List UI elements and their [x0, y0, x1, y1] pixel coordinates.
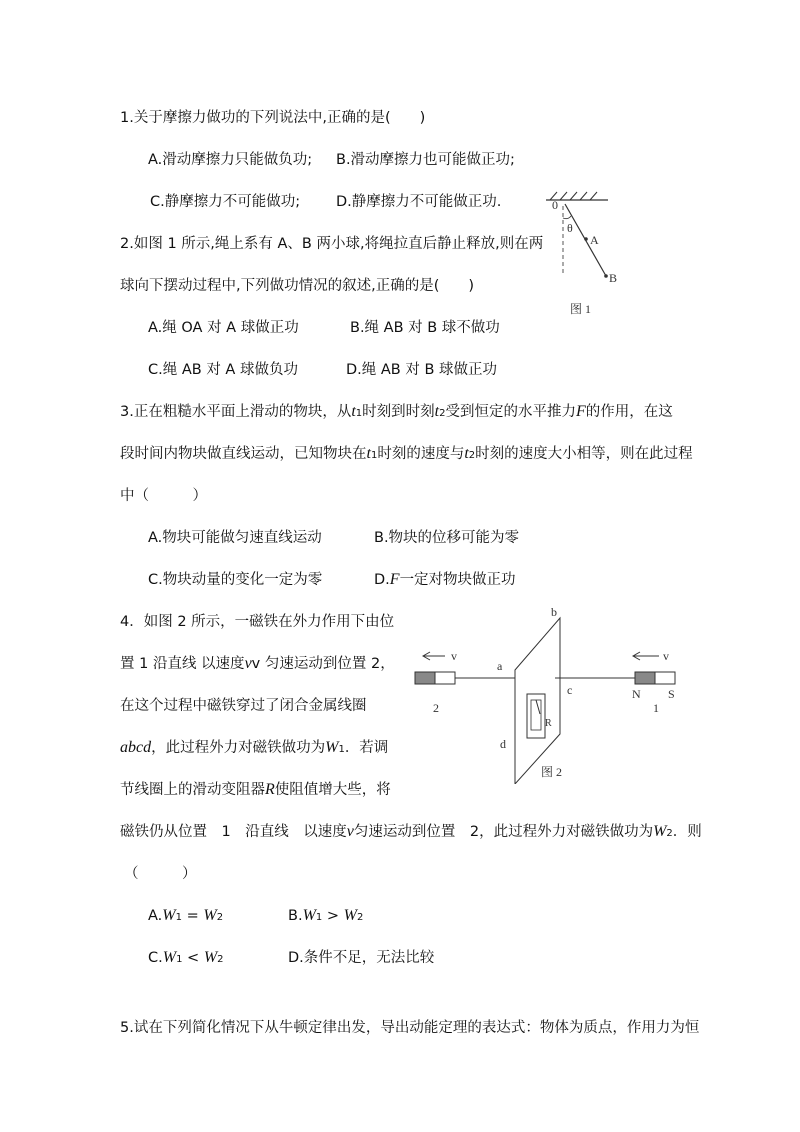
q2-option-d: D.绳 AB 对 B 球做正功: [346, 362, 498, 378]
pole-s-label: S: [668, 687, 675, 701]
q2-option-a: A.绳 OA 对 A 球做正功: [148, 320, 299, 336]
q1-stem: 1.关于摩擦力做功的下列说法中,正确的是( ): [120, 110, 426, 126]
label-theta: θ: [567, 221, 573, 235]
q2-option-c: C.绳 AB 对 A 球做负功: [148, 362, 298, 378]
q4-line4: abcd，此过程外力对磁铁做功为W1．若调: [120, 739, 389, 756]
pole-n-label: N: [632, 687, 641, 701]
q4-line2: 置 1 沿直线 以速度vv 匀速运动到位置 2，: [120, 655, 395, 672]
q4-line1: 4．如图 2 所示，一磁铁在外力作用下由位: [120, 614, 395, 630]
label-d: d: [500, 737, 506, 751]
figure-1-caption: 图 1: [570, 302, 592, 316]
position-1-label: 1: [653, 701, 659, 715]
q3-option-a: A.物块可能做匀速直线运动: [148, 530, 322, 546]
label-a: A: [590, 233, 599, 247]
label-a: a: [497, 659, 503, 673]
q3-option-d: D.F一定对物块做正功: [374, 571, 516, 588]
q5-line1: 5.试在下列简化情况下从牛顿定律出发，导出动能定理的表达式：物体为质点，作用力为恒: [120, 1020, 700, 1036]
q3-line1: 3.正在粗糙水平面上滑动的物块，从t1时刻到时刻t2受到恒定的水平推力F的作用，在这: [120, 403, 673, 420]
label-c: c: [567, 683, 573, 697]
figure-2-caption: 图 2: [541, 765, 563, 779]
q4-line6: 磁铁仍从位置 1 沿直线 以速度v匀速运动到位置 2，此过程外力对磁铁做功为W2．则: [120, 823, 702, 840]
q3-option-c: C.物块动量的变化一定为零: [148, 572, 323, 588]
figure-1-pendulum: [530, 188, 640, 318]
q1-option-b: B.滑动摩擦力也可能做正功;: [336, 152, 515, 168]
q4-line3: 在这个过程中磁铁穿过了闭合金属线圈: [120, 698, 367, 714]
q3-line2: 段时间内物块做直线运动，已知物块在t1时刻的速度与t2时刻的速度大小相等，则在此过程: [120, 445, 693, 462]
q2-stem-line2: 球向下摆动过程中,下列做功情况的叙述,正确的是( ): [120, 278, 475, 294]
velocity-label-right: v: [663, 649, 669, 663]
ball-a: [584, 237, 588, 241]
figure-2-magnet-coil: [405, 604, 695, 784]
label-b: b: [551, 605, 557, 619]
q1-option-a: A.滑动摩擦力只能做负功;: [148, 152, 313, 168]
velocity-label-left: v: [451, 649, 457, 663]
q4-line7: （ ）: [124, 866, 197, 882]
q4-option-b: B.W1 > W2: [288, 907, 364, 924]
q3-line3: 中（ ）: [120, 488, 207, 504]
ball-b: [604, 274, 608, 278]
q2-option-b: B.绳 AB 对 B 球不做功: [350, 320, 500, 336]
q4-option-c: C.W1 < W2: [148, 949, 224, 966]
q1-option-d: D.静摩擦力不可能做正功.: [336, 194, 502, 210]
q4-line5: 节线圈上的滑动变阻器R使阻值增大些，将: [120, 781, 391, 798]
label-b: B: [609, 271, 618, 285]
q2-stem-line1: 2.如图 1 所示,绳上系有 A、B 两小球,将绳拉直后静止释放,则在两: [120, 236, 544, 252]
label-r: R: [545, 718, 552, 729]
position-2-label: 2: [433, 701, 439, 715]
q3-option-b: B.物块的位移可能为零: [374, 530, 520, 546]
q1-option-c: C.静摩擦力不可能做功;: [150, 194, 301, 210]
q4-option-a: A.W1 = W2: [148, 907, 224, 924]
q4-option-d: D.条件不足，无法比较: [288, 950, 435, 966]
label-o: 0: [552, 198, 558, 212]
